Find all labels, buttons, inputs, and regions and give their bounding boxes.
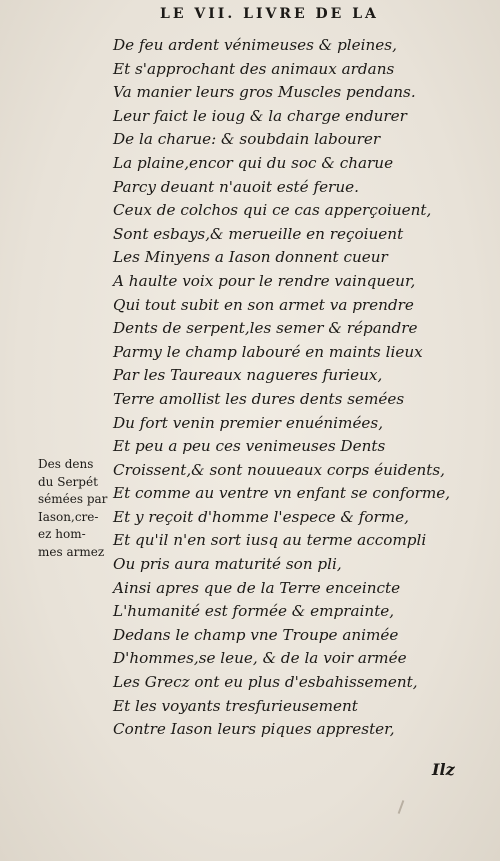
verse-line: Sont esbays,& merueille en reçoiuent xyxy=(113,224,404,243)
verse-line: La plaine,encor qui du soc & charue xyxy=(113,153,394,172)
verse-line: De feu ardent vénimeuses & pleines, xyxy=(113,36,397,54)
verse-line: Croissent,& sont nouueaux corps éuidents, xyxy=(113,460,445,479)
paper-blemish xyxy=(398,800,405,814)
verse-text xyxy=(113,34,493,742)
verse-line: Et les voyants tresfurieusement xyxy=(113,696,358,715)
marginal-note-line: mes armez xyxy=(38,544,105,559)
verse-line: Et qu'il n'en sort iusq au terme accompli xyxy=(113,531,427,550)
marginal-note-line: du Serpét xyxy=(38,474,98,489)
running-head: LE VII. LIVRE DE LA xyxy=(160,6,379,22)
verse-line: Les Minyens a Iason donnent cueur xyxy=(113,248,388,267)
verse-line: Parmy le champ labouré en maints lieux xyxy=(113,342,423,361)
verse-line: Va manier leurs gros Muscles pendans. xyxy=(113,83,416,102)
marginal-note xyxy=(38,456,114,561)
verse-line: Par les Taureaux nagueres furieux, xyxy=(113,366,383,385)
verse-line: Parcy deuant n'auoit esté ferue. xyxy=(113,177,359,196)
verse-line: Dents de serpent,les semer & répandre xyxy=(113,319,418,338)
verse-line: L'humanité est formée & emprainte, xyxy=(113,602,395,621)
verse-line: Du fort venin premier enuénimées, xyxy=(113,413,384,432)
verse-line: Ainsi apres que de la Terre enceincte xyxy=(113,578,401,597)
verse-line: Contre Iason leurs piques apprester, xyxy=(113,720,395,739)
verse-line: Et comme au ventre vn enfant se conforme, xyxy=(113,484,451,503)
verse-line: Qui tout subit en son armet va prendre xyxy=(113,295,414,314)
verse-line: Et peu a peu ces venimeuses Dents xyxy=(113,437,386,456)
marginal-note-line: Des dens xyxy=(38,457,94,471)
verse-line: Leur faict le ioug & la charge endurer xyxy=(113,106,407,125)
catchword: Ilz xyxy=(432,760,455,779)
verse-line: Ou pris aura maturité son pli, xyxy=(113,555,342,574)
marginal-note-line: sémées par xyxy=(38,492,108,506)
verse-line: De la charue: & soubdain labourer xyxy=(113,130,381,149)
verse-line: Terre amollist les dures dents semées xyxy=(113,389,405,408)
marginal-note-line: ez hom- xyxy=(38,527,86,541)
verse-line: Ceux de colchos qui ce cas apperçoiuent, xyxy=(113,201,432,220)
verse-line: Et y reçoit d'homme l'espece & forme, xyxy=(113,507,409,526)
verse-line: D'hommes,se leue, & de la voir armée xyxy=(113,649,407,668)
verse-line: A haulte voix pour le rendre vainqueur, xyxy=(113,271,416,290)
verse-line: Les Grecz ont eu plus d'esbahissement, xyxy=(113,673,418,692)
marginal-note-line: Iason,cre- xyxy=(38,509,99,524)
verse-line: Et s'approchant des animaux ardans xyxy=(113,59,395,78)
verse-line: Dedans le champ vne Troupe animée xyxy=(113,625,399,644)
